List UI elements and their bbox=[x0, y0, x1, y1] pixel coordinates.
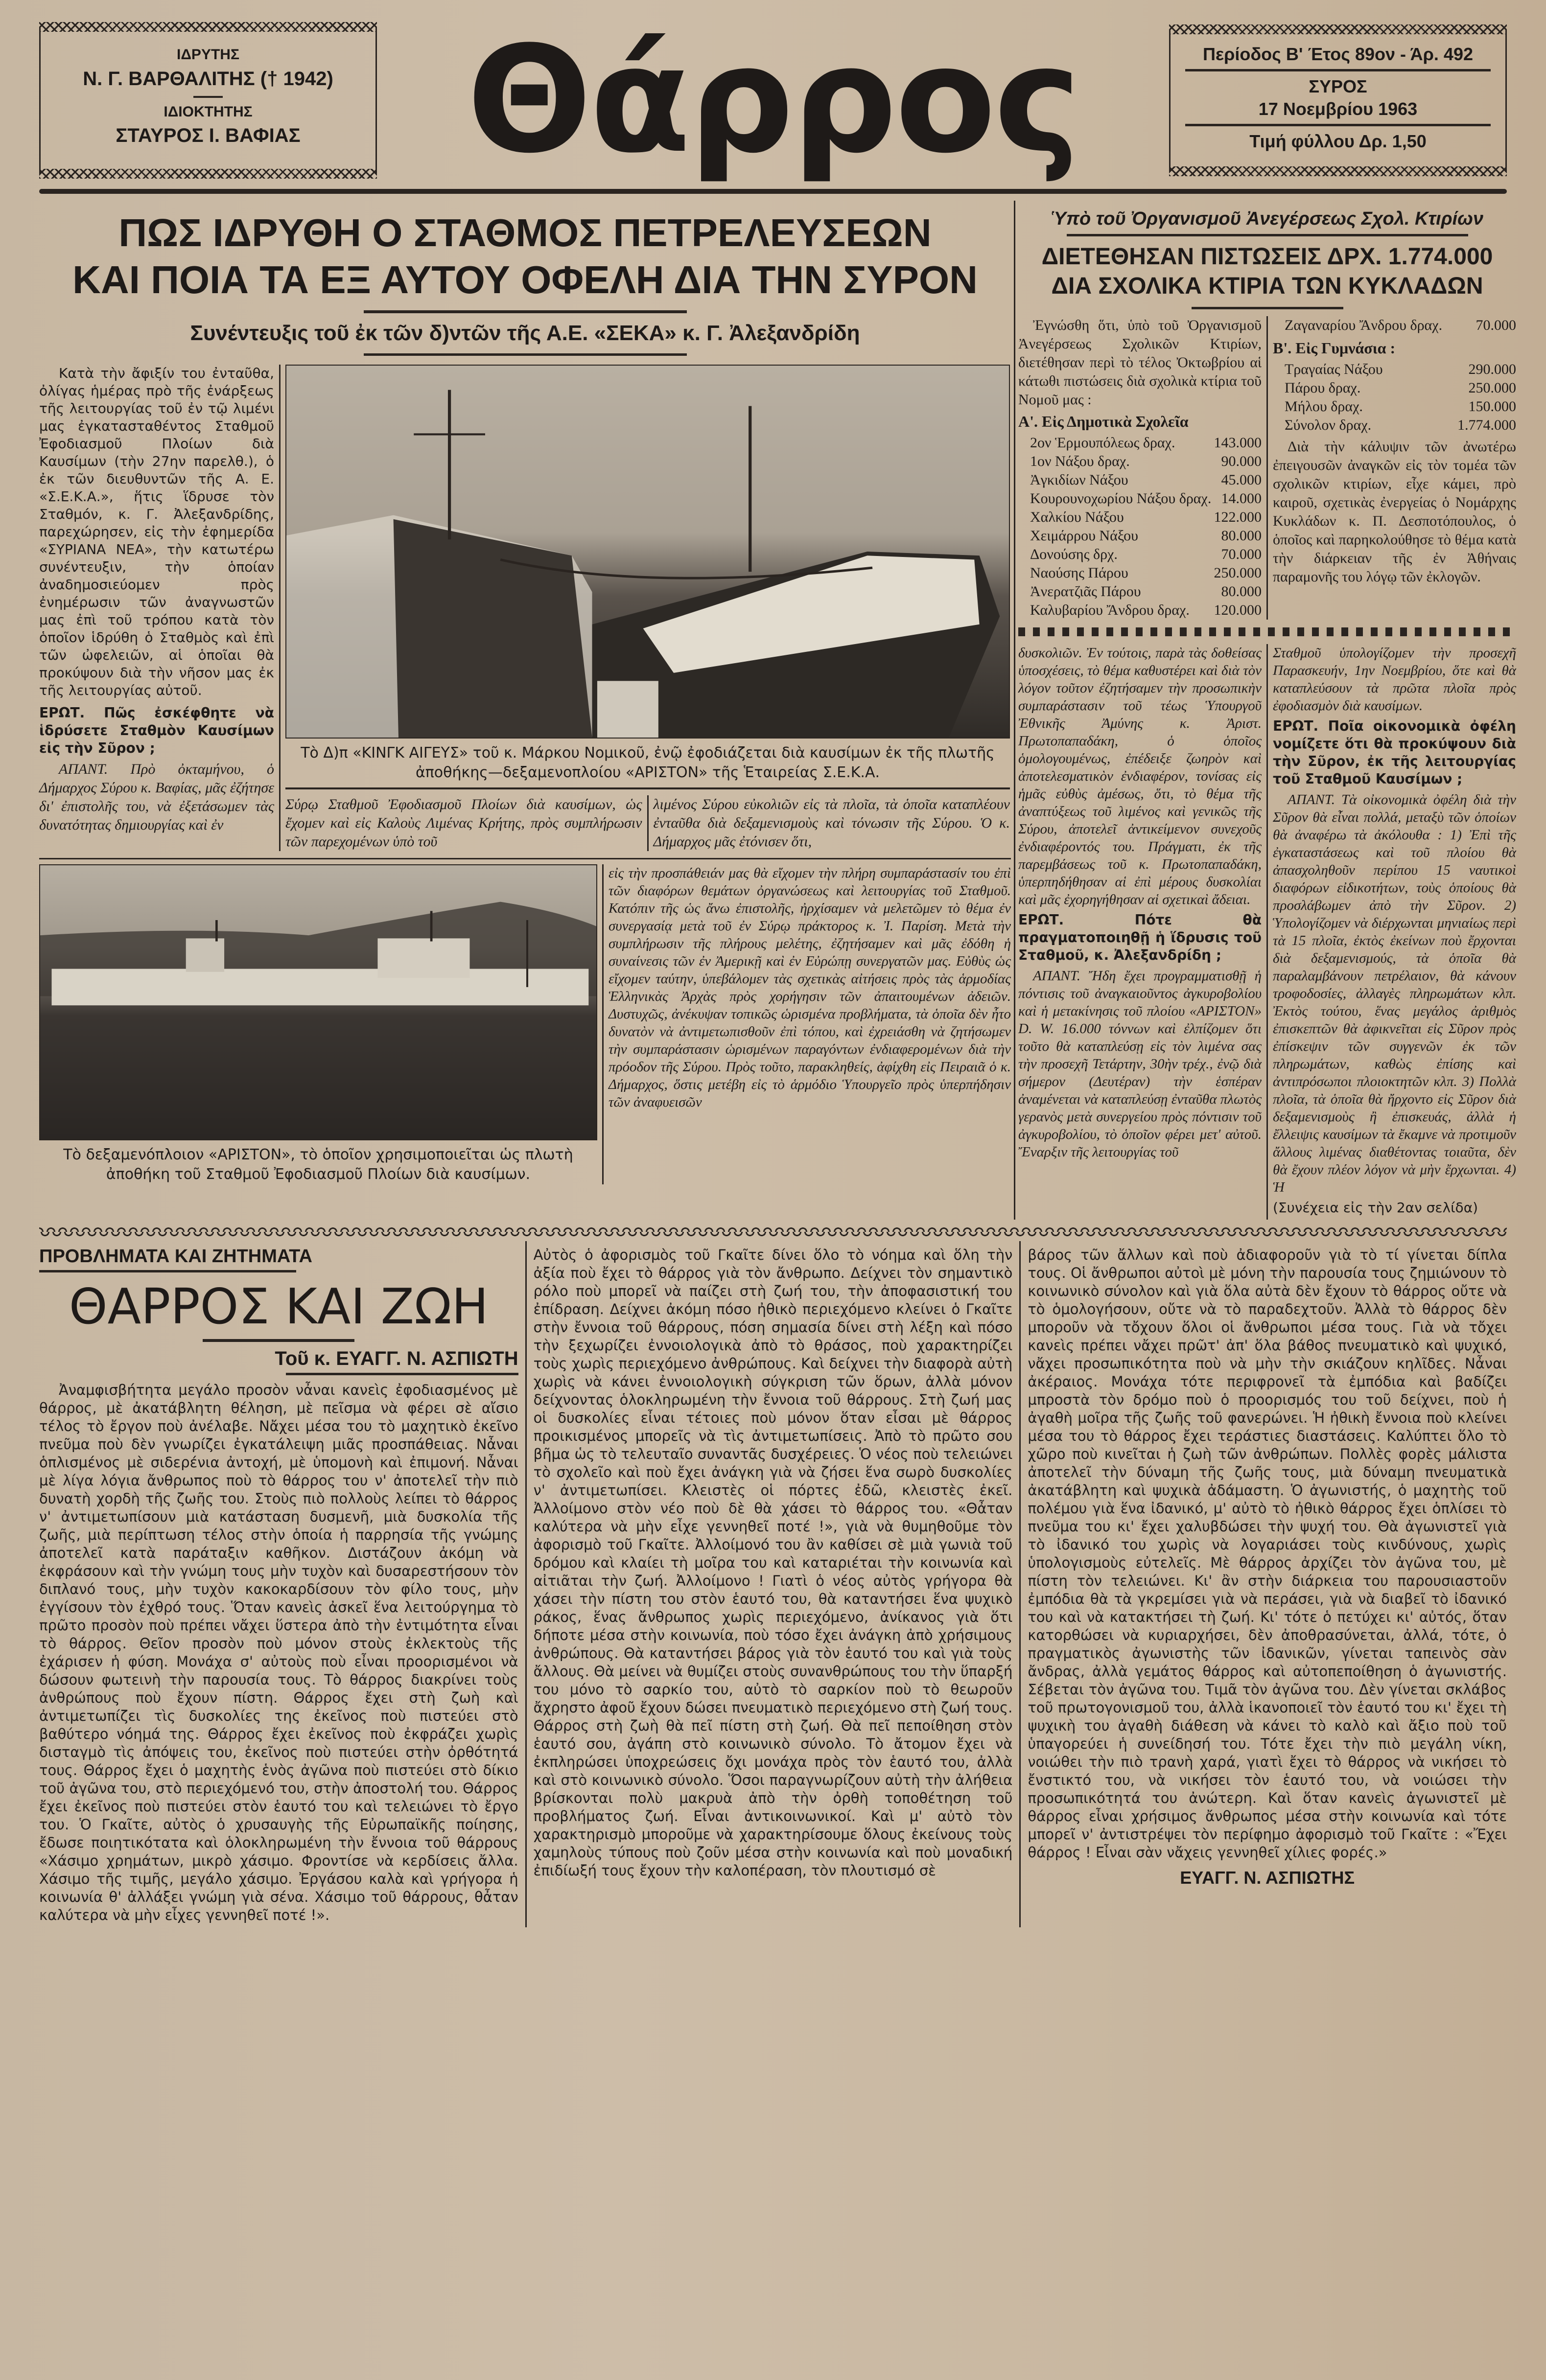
answer-1-part-2: Σύρῳ Σταθμοῦ Ἐφοδιασμοῦ Πλοίων διὰ καυσίμων, ὡς ἔχομεν καὶ εἰς Καλοὺς Λιμένας Κρήτης, πρὸς συμπλήρωσιν τῶν παρεχομένων ὑπὸ τοῦ bbox=[285, 796, 642, 850]
school-intro: Ἐγνώσθη ὅτι, ὑπὸ τοῦ Ὀργανισμοῦ Ἀνεγέρσεως Σχολικῶν Κτιρίων, διετέθησαν περὶ τὸ τέλος Ὀκτωβρίου αἱ κάτωθι πιστώσεις διὰ σχολικὰ κτίρια τοῦ Νομοῦ μας : bbox=[1018, 317, 1262, 408]
allocation-row bbox=[1018, 508, 1262, 527]
column-divider bbox=[602, 864, 604, 1184]
school-columns bbox=[1018, 316, 1516, 620]
school-left-column bbox=[1018, 316, 1262, 620]
school-name: Κουρουνοχωρίου Νάξου δραχ. bbox=[1030, 490, 1212, 507]
divider bbox=[1185, 124, 1491, 126]
opinion-byline: Τοῦ κ. ΕΥΑΓΓ. Ν. ΑΣΠΙΩΤΗ bbox=[275, 1348, 518, 1369]
lead-headline bbox=[39, 209, 1011, 303]
allocation-row bbox=[1273, 316, 1516, 335]
divider bbox=[1185, 69, 1491, 71]
primary-allocations-list bbox=[1018, 434, 1262, 620]
allocation-amount: 70.000 bbox=[1476, 317, 1516, 333]
school-headline-line-2: ΔΙΑ ΣΧΟΛΙΚΑ ΚΤΙΡΙΑ ΤΩΝ ΚΥΚΛΑΔΩΝ bbox=[1051, 273, 1483, 299]
school-name: Χειμάρρου Νάξου bbox=[1030, 528, 1138, 544]
question-2: ΕΡΩΤ. Πότε θὰ πραγματοποιηθῇ ἡ ἵδρυσις τοῦ Σταθμοῦ, κ. Ἀλεξανδρίδη ; bbox=[1018, 912, 1262, 963]
allocation-amount: 290.000 bbox=[1468, 361, 1516, 377]
question-1: ΕΡΩΤ. Πῶς ἐσκέφθητε νὰ ἱδρύσετε Σταθμὸν Καυσίμων εἰς τὴν Σῦρον ; bbox=[39, 705, 274, 756]
wavy-separator bbox=[39, 1227, 1507, 1236]
lead-subhead: Συνέντευξις τοῦ ἐκ τῶν δ)ντῶν τῆς Α.Ε. «ΣΕΚΑ» κ. Γ. Ἀλεξανδρίδη bbox=[190, 321, 860, 345]
allocation-row bbox=[1018, 527, 1262, 545]
allocation-amount: 80.000 bbox=[1221, 583, 1262, 600]
school-headline bbox=[1018, 242, 1516, 301]
allocation-amount: 70.000 bbox=[1221, 546, 1262, 562]
opinion-column-2 bbox=[534, 1246, 1013, 1927]
school-name: Καλυβαρίου Ἄνδρου δραχ. bbox=[1030, 602, 1190, 618]
allocation-row bbox=[1018, 434, 1262, 452]
issue-line: Περίοδος Β' Έτος 89ον - Άρ. 492 bbox=[1203, 44, 1473, 64]
answer-3: ΑΠΑΝΤ. Τὰ οἰκονομικὰ ὀφέλη διὰ τὴν Σῦρον θὰ εἶναι πολλά, μεταξὺ τῶν ὁποίων θὰ ἀναφέρω τὰ ἀκόλουθα : 1) Ἐπὶ τῆς ἐγκαταστάσεως καὶ τοῦ πλοίου θὰ ἀπασχοληθοῦν περίπου 15 ναυτικοὶ διαφόρων εἰδικοτήτων, τοὺς ὁποίους θὰ προσλάβωμεν ἀπὸ τὴν Σῦρον. 2) Ὑπολογίζομεν νὰ διέρχωνται μηνιαίως περὶ τὰ 15 πλοῖα, ἐκτὸς ἐκείνων ποὺ ἔρχονται διὰ δεξαμενισμούς, τὰ ὁποῖα θὰ παραλαμβάνουν πετρέλαιον, θὰ κάνουν τροφοδοσίες, ἀλλαγὲς πληρωμάτων κλπ. Ἐκτὸς τούτου, ἕνας μεγάλος ἀριθμὸς ἐπισκεπτῶν θὰ ἀφικνεῖται εἰς Σῦρον πρὸς ἐπίσκεψιν τῶν συγγενῶν ἐκ τῶν πληρωμάτων, καθὼς ἐπίσης καὶ ἀντιπρόσωποι πλοιοκτητῶν κλπ. 3) Πολλὰ πλοῖα, τὰ ὁποῖα θὰ ἤρχοντο εἰς Σῦρον διὰ δεξαμενισμοὺς ἢ ἐπισκευάς, ἀλλὰ ἡ ἔλλειψις καυσίμων τὰ ἔκαμνε νὰ προτιμοῦν ἄλλους λιμένας διαθέτοντας τοιαῦτα, δὲν θὰ ἔχουν πλέον λόγον νὰ μὴν ἔρχωνται. 4) Ἡ bbox=[1273, 792, 1516, 1195]
subhead-rule bbox=[364, 353, 687, 356]
lead-photo-area bbox=[285, 365, 1010, 851]
section-a-heading: Α'. Εἰς Δημοτικὰ Σχολεῖα bbox=[1018, 413, 1189, 430]
lead-headline-line-1: ΠΩΣ ΙΔΡΥΘΗ Ο ΣΤΑΘΜΟΣ ΠΕΤΡΕΛΕΥΣΕΩΝ bbox=[118, 211, 932, 254]
allocation-amount: 250.000 bbox=[1214, 565, 1262, 581]
newspaper-title: Θάρρος bbox=[467, 15, 1079, 185]
photo-tanker-ariston bbox=[39, 864, 597, 1140]
school-name: Ζαγαναρίου Ἄνδρου δραχ. bbox=[1285, 317, 1443, 333]
school-right-column bbox=[1273, 316, 1516, 620]
gymnasium-allocations-list bbox=[1273, 360, 1516, 416]
school-name: 1ον Νάξου δραχ. bbox=[1030, 453, 1130, 469]
allocation-row bbox=[1018, 471, 1262, 489]
allocation-row bbox=[1273, 360, 1516, 379]
section-b-heading: Β'. Εἰς Γυμνάσια : bbox=[1273, 339, 1396, 357]
question-3: ΕΡΩΤ. Ποῖα οἰκονομικὰ ὀφέλη νομίζετε ὅτι θὰ προκύψουν διὰ τὴν Σῦρον, ἐκ τῆς λειτουργίας τοῦ Σταθμοῦ Καυσίμων ; bbox=[1273, 718, 1516, 787]
column-divider bbox=[1019, 1241, 1021, 1927]
answer-1-part-3: λιμένος Σύρου εὐκολιῶν εἰς τὰ πλοῖα, τὰ ὁποῖα καταπλέουν ἐνταῦθα διὰ δεξαμενισμοὺς καὶ τόνωσιν τῆς Σύρου. Ὁ κ. Δήμαρχος μᾶς ἐτόνισεν ὅτι, bbox=[653, 796, 1010, 850]
title-rule bbox=[203, 1339, 354, 1342]
allocation-amount: 150.000 bbox=[1468, 398, 1516, 415]
masthead-rule bbox=[39, 189, 1507, 194]
school-name: Χαλκίου Νάξου bbox=[1030, 509, 1124, 525]
school-name: Μήλου δραχ. bbox=[1285, 398, 1363, 415]
column-divider bbox=[647, 795, 649, 851]
column-divider bbox=[1266, 316, 1268, 620]
allocation-amount: 90.000 bbox=[1221, 453, 1262, 469]
lead-continuation bbox=[1018, 644, 1516, 1220]
column-divider bbox=[525, 1241, 527, 1927]
zigzag-border bbox=[39, 22, 377, 32]
issue-box bbox=[1169, 29, 1507, 171]
answer-1-part-4: εἰς τὴν προσπάθειάν μας θὰ εἴχομεν τὴν πλήρη συμπαράστασίν του ἐπὶ τῶν διαφόρων θεμάτων ὀργανώσεως καὶ λειτουργίας τοῦ Σταθμοῦ. Κατόπιν τῆς ὡς ἄνω ἐπιστολῆς, ἠρχίσαμεν νὰ μελετῶμεν τὸ θέμα ἐν συνεργασίᾳ μετὰ τοῦ ἐν Σύρῳ πράκτορος κ. Ἰ. Παρίση. Μετὰ τὴν συμπλήρωσιν τῆς πλήρους μελέτης, ἐζητήσαμεν καὶ μᾶς ἐδόθη ἡ συναίνεσις τῶν ἐν Ἀμερικῇ καὶ ἐν Εὐρώπῃ συνεργατῶν μας. Εὐθὺς ὡς εἴχομεν ταύτην, ὑπεβάλομεν τὰς σχετικὰς αἰτήσεις πρὸς τὰς ἁρμοδίας Ἑλληνικὰς Ἀρχὰς πρὸς χορήγησιν τῶν ἀπαιτουμένων ἀδειῶν. Δυστυχῶς, ἀνέκυψαν τοπικῶς ὡρισμένα προβλήματα, τὰ ὁποῖα δὲν ἦτο δυνατὸν νὰ ἀντιμετωπισθοῦν ἐπὶ τόπου, καὶ ἐχρειάσθη νὰ ζητήσωμεν τὴν συμπαράστασιν ὡρισμένων παραγόντων ἐνδιαφερομένων διὰ τὴν πρόοδον τῆς Σύρου. Πρὸς τοῦτο, παρακληθείς, ἀφίχθη εἰς Πειραιᾶ ὁ κ. Δήμαρχος, ὅστις μετέβη εἰς τὸ ἁρμόδιο Ὑπουργεῖο πρὸς ὑπερπήδησιν τῶν ἀναφυεισῶν bbox=[609, 865, 1011, 1110]
photo-2-caption: Τὸ δεξαμενόπλοιον «ΑΡΙΣΤΟΝ», τὸ ὁποῖον χρησιμοποιεῖται ὡς πλωτὴ ἀποθήκη τοῦ Σταθμοῦ Ἐφοδιασμοῦ Πλοίων διὰ καυσίμων. bbox=[63, 1146, 573, 1183]
opinion-text: Αὐτὸς ὁ ἀφορισμὸς τοῦ Γκαῖτε δίνει ὅλο τὸ νόημα καὶ ὅλη τὴν ἀξία ποὺ ἔχει τὸ θάρρος γιὰ τὸν ἄνθρωπο. Δείχνει τὸν σημαντικὸ ρόλο ποὺ μπορεῖ νὰ παίζει στὴ ζωή του, τὴν ἀποφασιστική του ἐπίδραση. Δείχνει ἀκόμη πόσο ἠθικὸ περιεχόμενο κλείνει ὁ Γκαῖτε στὴν ἔννοια τοῦ θάρρους, πόση σημασία δίνει στὴ λέξη καὶ πόσο τὴν ξεχωρίζει ἐννοιολογικὰ ἀπὸ τὸ θράσος, ποὺ χαρακτηρίζει τοὺς χωρὶς περιεχόμενο ἀνθρώπους. Καὶ δείχνει τὴν διαφορὰ αὐτὴ χωρὶς νὰ κάνει ἐννοιολογικὴ σύγκριση τῶν ὅρων, ἀλλὰ μόνον δείχνοντας ὁλοκληρωμένη τὴν ἔννοια τοῦ θάρρους. Στὴ ζωή μας οἱ δυσκολίες εἶναι τέτοιες ποὺ μόνον ὅταν εἶσαι μὲ θάρρος προικισμένος μπορεῖς νὰ τὶς ἀντιμετωπίσεις. Ἀπὸ τὸ πρῶτο σου βῆμα ὡς τὸ τελευταῖο συναντᾶς δυσχέρειες. Ὁ νέος ποὺ τελειώνει τὸ σχολεῖο καὶ ποὺ ἔχει ἀνάγκη γιὰ νὰ ζήσει ἕνα σωρὸ δυσκολίες ν' ἀντιμετωπίσει. Κλειστὲς οἱ πόρτες ἐδῶ, κλειστὲς ἐκεῖ. Ἀλλοίμονο στὸν νέο ποὺ δὲ θὰ χάσει τὸ θάρρος του. «Θἆταν καλύτερα νὰ μὴν εἶχε γεννηθεῖ ποτέ !», γιὰ νὰ θυμηθοῦμε τὸν ἀφορισμὸ τοῦ Γκαῖτε. Ἀλλοίμονό του ἂν καθίσει σὲ μιὰ γωνιὰ τοῦ δρόμου καὶ κλαίει τὴ μοῖρα του καὶ καταριέται τὴν κοινωνία καὶ αἰτιᾶται τὴν ζωή. Ἀλλοίμονο ! Γιατὶ ὁ νέος αὐτὸς γρήγορα θὰ χάσει τὴν πίστη του στὸν ἑαυτό του, θὰ καταντήσει ἕνα ψυχικὸ ράκος, ἕνας ἄνθρωπος χωρὶς περιεχόμενο, ἀνίκανος γιὰ ὅτι δήποτε μέσα στὴν κοινωνία, ποὺ τόσο ἔχει ἀνάγκη ἀπὸ χρήσιμους ἀνθρώπους. Θὰ καταντήσει βάρος γιὰ τὸν ἑαυτό του καὶ γιὰ τοὺς ἄλλους. Θὰ μείνει νὰ θυμίζει στοὺς συνανθρώπους του τὴν ὕπαρξή του μόνο τὸ σαρκίο του, αὐτὸ τὸ σαρκίον ποὺ τὸ θεωροῦν ἄχρηστο ἀφοῦ ἔχουν δώσει πνευματικὸ περιεχόμενο στὴ ζωή τους. Θάρρος στὴ ζωὴ θὰ πεῖ πίστη στὴ ζωή. Θὰ πεῖ πεποίθηση στὸν ἑαυτό σου, ἀγάπη στὸ κοινωνικὸ σύνολο. Τὸ ἄτομον ἔχει νὰ ἐκπληρώσει ὑποχρεώσεις ὄχι μονάχα πρὸς τὸν ἑαυτό του, ἀλλὰ καὶ στὸ κοινωνικὸ σύνολο. Ὅσοι παραγνωρίζουν αὐτὴ τὴν ἀλήθεια βρίσκονται πολὺ μακρυὰ ἀπὸ τὴν ὀρθὴ τοποθέτηση τοῦ προβλήματος ζωή. Εἶναι ἀντικοινωνικοί. Καὶ μ' αὐτὸ τὸν χαρακτηρισμὸ μποροῦμε νὰ χαρακτηρίσουμε ὅλους ἐκείνους τοὺς χαμηλοὺς τύπους ποὺ ζοῦν μέσα στὴν κοινωνία καὶ ποὺ μοναδική ἐπιδίωξή τους ἔχουν τὴν καλοπέραση, τὸν πλουτισμό σὲ bbox=[533, 1247, 1013, 1879]
allocation-amount: 120.000 bbox=[1214, 602, 1262, 618]
zigzag-border bbox=[1169, 166, 1507, 176]
school-name: Ἀνερατζιᾶς Πάρου bbox=[1030, 583, 1141, 600]
author-signature: ΕΥΑΓΓ. Ν. ΑΣΠΙΩΤΗΣ bbox=[1180, 1868, 1355, 1888]
ship-illustration bbox=[286, 366, 1009, 738]
column-divider bbox=[1266, 644, 1268, 1220]
lead-continuation-column-1 bbox=[1018, 644, 1262, 1220]
allocation-amount: 122.000 bbox=[1214, 509, 1262, 525]
section-rule bbox=[39, 858, 1011, 859]
issue-date: 17 Νοεμβρίου 1963 bbox=[1258, 98, 1418, 119]
lead-headline-line-2: ΚΑΙ ΠΟΙΑ ΤΑ ΕΞ ΑΥΤΟΥ ΟΦΕΛΗ ΔΙΑ ΤΗΝ ΣΥΡΟΝ bbox=[72, 258, 978, 301]
opinion-column-1-wrap bbox=[39, 1241, 518, 1927]
school-kicker: Ὑπὸ τοῦ Ὀργανισμοῦ Ἀνεγέρσεως Σχολ. Κτιρίων bbox=[1051, 208, 1483, 229]
opinion-column-1 bbox=[39, 1381, 518, 1924]
school-name: Δονούσης δρχ. bbox=[1030, 546, 1118, 562]
allocation-amount: 14.000 bbox=[1221, 490, 1262, 507]
allocation-row bbox=[1273, 379, 1516, 397]
caption-rule bbox=[285, 787, 1010, 789]
continuation-text: δυσκολιῶν. Ἐν τούτοις, παρὰ τὰς δοθείσας ὑποσχέσεις, τὸ θέμα καθυστέρει καὶ διὰ τὸν λόγον τοῦτον ἐζητήσαμεν τὴν προσωπικὴν συμπαράστασιν τοῦ τέως Ὑπουργοῦ Ἐθνικῆς Ἀμύνης κ. Ἀριστ. Πρωτοπαπαδάκη, ὁ ὁποῖος ὁμολογουμένως, ἐπέδειξε ζωηρὸν καὶ ἀποτελεσματικὸν ἐνδιαφέρον, τονίσας εἰς ἡμᾶς εὐθὺς ἀμέσως, ὅτι, τὸ θέμα τῆς ἀναπτύξεως τοῦ λιμένος καὶ γενικῶς τῆς Σύρου, ἀποτελεῖ ἀντικείμενον συνεχοῦς ἐνδιαφέροντός του. Πράγματι, ἐκ τῆς παρεμβάσεως τοῦ κ. Πρωτοπαπαδάκη, ὑπερπηδήθησαν αἱ ἐπὶ μέρους δυσκολίαι καὶ μᾶς ἐχορηγήθησαν αἱ σχετικαὶ ἄδειαι. bbox=[1018, 645, 1262, 907]
dotted-separator bbox=[1018, 627, 1516, 636]
opinion-text: βάρος τῶν ἄλλων καὶ ποὺ ἀδιαφοροῦν γιὰ τὸ τί γίνεται δίπλα τους. Οἱ ἄνθρωποι αὐτοὶ μὲ μόνη τὴν παρουσία τους ζημιώνουν τὸ κοινωνικὸ σύνολον καὶ γιὰ ὅλα αὐτὰ δὲν ἔχουν τὸ θάρρος οὔτε νὰ τὸ ὁμολογήσουν, οὔτε νὰ τὸ παραδεχτοῦν. Ἀλλὰ τὸ θάρρος δὲν μποροῦν νὰ τὄχουν ὅλοι οἱ ἄνθρωποι μέσα τους. Γιὰ νὰ τὄχει κανεὶς πρέπει νἄχει πρῶτ' ἀπ' ὅλα βάθος πνευματικὸ καὶ ψυχικό, νἄχει προσωπικότητα ποὺ νὰ μὴν τὴν σκιάζουν κηλῖδες. Νἆναι ἀκέραιος. Μονάχα τότε περιφρονεῖ τὰ ἐμπόδια καὶ βαδίζει μπροστὰ τὸν δρόμο ποὺ ὁ προορισμός του τοῦ δείχνει, ποὺ ἡ ἀγαθὴ μοῖρα τῆς ζωῆς τοῦ φανερώνει. Ἡ ἠθικὴ ἔννοια ποὺ κλείνει μέσα του τὸ θάρρος ἔχει τεράστιες διαστάσεις. Καλύπτει ὅλο τὸ χῶρο ποὺ κινεῖται ἡ ζωὴ τῶν ἀνθρώπων. Πολλὲς φορὲς μάλιστα ἀποτελεῖ τὴν δύναμη τῆς ζωῆς τους, μιὰ δύναμη πνευματικὰ ἀκατάβλητη καὶ ψυχικὰ ἀδάμαστη. Ὁ ἀγωνιστής, ὁ μαχητὴς τοῦ πολέμου γιὰ ἕνα ἰδανικό, μ' αὐτὸ τὸ ἠθικὸ θάρρος ἔχει ὁπλίσει τὸ πνεῦμα του κι' ἔχει χαλυβδώσει τὴν ψυχή του. Θὰ ἀγωνιστεῖ γιὰ τὸ ἰδανικό του χωρὶς νὰ λογαριάσει τοὺς κινδύνους, χωρὶς ὑπολογισμοὺς εὐτελεῖς. Μὲ θάρρος ἀρχίζει τὸν ἀγῶνα του, μὲ πίστη τὸν τελειώνει. Κι' ἂν στὴν διάρκεια του παρουσιαστοῦν ἐμπόδια θὰ τὰ γκρεμίσει γιὰ νὰ περάσει, γιὰ νὰ διαβεῖ τὸ ἰδανικό του καὶ νὰ κατακτήσει τὴ ζωή. Κι' τότε ὁ πετύχει κι' αὐτός, ὅταν κατορθώσει νὰ κυριαρχήσει, δὲν ἀποθρασύνεται, ἀλλά, τότε, ὁ πραγματικὸς ἀγωνιστὴς τῶν ἰδανικῶν, γίνεται ταπεινὸς σὰν ἄνδρας, ἀλλὰ γεμάτος θάρρος καὶ αὐτοπεποίθηση ὁ ἀγωνιστής. Σέβεται τὸν ἀγῶνα του. Τιμᾶ τὸν ἀγῶνα του. Δὲν γίνεται σκλάβος τοῦ πρωτογονισμοῦ του, ἀλλὰ ἱκανοποιεῖ τὸν ἑαυτό του κι' ἔχει τὴ ψυχικὴ του ἀγαθὴ διάθεση νὰ κάνει τὸ καλὸ καὶ ἄξιο ποὺ τοῦ ὑπαγορεύει ἡ συνείδησή του. Τότε ἔχει τὴν πιὸ μεγάλη νίκη, νοιώθει τὴν πιὸ τρανὴ χαρά, γιατὶ ἔχει τὸ θάρρος νὰ νικήσει τὸ ἔνστικτό του, νὰ νικήσει τὸν ἑαυτό του, νὰ νοιώσει τὴν προσωπικότητά του ἀνώτερη. Καὶ ὅταν κανεὶς ἀγωνιστεῖ μὲ θάρρος εἶναι χρήσιμος ἄνθρωπος μέσα στὴν κοινωνία καὶ τότε μπορεῖ ν' ἀντιστρέψει τὸν περίφημο ἀφορισμὸ τοῦ Γκαῖτε : «Ἔχει θάρρος ! Εἶναι σὰν νἄχεις γεννηθεῖ χίλιες φορές.» bbox=[1028, 1247, 1507, 1861]
primary-allocations-continued bbox=[1273, 316, 1516, 335]
answer-2: ΑΠΑΝΤ. Ἤδη ἔχει προγραμματισθῇ ἡ πόντισις τοῦ ἀναγκαιοῦντος ἀγκυροβολίου καὶ ἡ μετακίνησις τοῦ πλοίου «ΑΡΙΣΤΟΝ» D. W. 16.000 τόννων καὶ ἐλπίζομεν ὅτι τοῦτο θὰ καταπλεύσῃ εἰς τὸν λιμένα σας τὴν προσεχῆ Τετάρτην, 30ὴν τρέχ., ἐνῷ διὰ σήμερον (Δευτέραν) τὴν ἑσπέραν ἀναμένεται νὰ καταπλεύσῃ ἐνταῦθα πλωτὸς γερανὸς μετὰ συνεργείου πρὸς πόντισιν τοῦ ἀγκυροβολίου, τὸ ὁποῖον φέρει μετ' αὐτοῦ. Ἔναρξιν τῆς λειτουργίας τοῦ bbox=[1018, 968, 1262, 1160]
lead-upper-grid bbox=[39, 365, 1011, 851]
lead-photo-2-area bbox=[39, 864, 597, 1184]
opinion-text: Ἀναμφισβήτητα μεγάλο προσὸν νἆναι κανεὶς ἐφοδιασμένος μὲ θάρρος, μὲ ἀκατάβλητη θέληση, μὲ πεῖσμα νὰ φέρει σὲ αἴσιο τέλος τὸ ἔργον ποὺ ἀνέλαβε. Νἄχει μέσα του τὸ μαχητικὸ ἐκεῖνο πνεῦμα ποὺ δὲν γνωρίζει ἐγκατάλειψη μιᾶς προσπάθειας. Νἆναι ὁπλισμένος μὲ σιδερένια ἀντοχή, μὲ ὑπομονὴ καὶ ἐπιμονή. Νἆναι μὲ λίγα λόγια ἄνθρωπος ποὺ τὸ θάρρος του ν' ἀποτελεῖ τὴν πιὸ δυνατὴ χορδὴ τῆς ζωῆς του. Στοὺς πιὸ πολλοὺς λείπει τὸ θάρρος ν' ἀντιμετωπίσουν μιὰ κατάσταση δυσμενῆ, μιὰ δυσκολία τῆς ζωῆς, μιὰ περίπτωση τέλος στὴν ὁποία ἡ παρρησία τῆς γνώμης ἀποτελεῖ κατὰ παράταξιν καθῆκον. Διστάζουν ἀκόμη νὰ ἐκφράσουν καὶ τὴν γνώμη τους μὴν τυχὸν καὶ δυσαρεστήσουν τὸν διπλανό τους, μὴν τυχὸν κακοκαρδίσουν τὸν φίλο τους, μὴν ἐγγίσουν τὸν ἐχθρό τους. Ὅταν κανεὶς ἀσκεῖ ἕνα λειτούργημα τὸ πρῶτο προσὸν ποὺ πρέπει νἄχει ὕστερα ἀπὸ τὴν ἐντιμότητα εἶναι τὸ θάρρος. Θεῖον προσὸν ποὺ μόνον στοὺς ἐκλεκτοὺς τῆς ἐχάρισεν ἡ φύση. Μονάχα σ' αὐτοὺς ποὺ εἶναι προορισμένοι νὰ δώσουν φωτεινὴ τὴν παρουσία τους. Τὸ θάρρος διακρίνει τοὺς ἀνθρώπους ποὺ ἔχουν πίστη. Θάρρος ἔχει στὴ ζωὴ καὶ ἀντιμετωπίζει τὶς δυσκολίες της ἐκεῖνος ποὺ πιστεύει στὸ βαθύτερο νόημά της. Θάρρος ἔχει ἐκεῖνος ποὺ ἐκφράζει χωρὶς δισταγμὸ τὶς ἀπόψεις του, ἐκεῖνος ποὺ πιστεύει στὴν ὀρθότητά τους. Θάρρος ἔχει ὁ μαχητὴς ἑνὸς ἀγῶνα ποὺ πιστεύει στὸ δίκιο τοῦ ἀγῶνα του, στὸ περιεχόμενό του, στὴν ἀποστολή του. Θάρρος ἔχει ἐκεῖνος ποὺ πιστεύει στὸν ἑαυτό του καὶ τελειώνει τὸ ἔργο του. Ὁ Γκαῖτε, αὐτὸς ὁ χρυσαυγὴς τῆς Εὐρωπαϊκῆς ποίησης, ἔδωσε ποιητικότατα καὶ ὁλοκληρωμένη τὴν ἔννοια τοῦ θάρρους «Χάσιμο χρημάτων, μικρὸ χάσιμο. Φροντίσε νὰ κερδίσεις ἄλλα. Χάσιμο τῆς τιμῆς, μεγάλο χάσιμο. Ἐργάσου καλὰ καὶ γρήγορα ἡ κοινωνία θ' ἀλλάξει γνώμη γιὰ σένα. Χάσιμο τοῦ θάρρους, θἆταν καλύτερα νὰ μὴν εἶχες γεννηθεῖ ποτέ !». bbox=[39, 1382, 518, 1923]
allocation-row bbox=[1018, 545, 1262, 564]
zigzag-border bbox=[1169, 24, 1507, 34]
allocation-row bbox=[1018, 582, 1262, 601]
continued-notice[interactable]: (Συνέχεια εἰς τὴν 2αν σελίδα) bbox=[1273, 1200, 1478, 1216]
allocation-row bbox=[1018, 452, 1262, 471]
school-name: Ναούσης Πάρου bbox=[1030, 565, 1128, 581]
school-name: Ἀγκιδίων Νάξου bbox=[1030, 472, 1128, 488]
lead-article bbox=[39, 201, 1011, 1220]
answer-1-part-1: ΑΠΑΝΤ. Πρὸ ὀκταμήνου, ὁ Δήμαρχος Σύρου κ. Βαφίας, μᾶς ἐζήτησε δι' ἐπιστολῆς του, νὰ ἐξετάσωμεν τὰς δυνατότητας δημιουργίας καὶ ἐν bbox=[39, 761, 274, 833]
school-name: Πάρου δραχ. bbox=[1285, 380, 1361, 396]
continuation-text: Σταθμοῦ ὑπολογίζομεν τὴν προσεχῆ Παρασκευήν, 1ην Νοεμβρίου, ὅτε καὶ θὰ καταπλεύσουν τὰ πρῶτα πλοῖα πρὸς ἐφοδιασμὸν διὰ καυσίμων. bbox=[1273, 645, 1516, 714]
allocation-row bbox=[1018, 489, 1262, 508]
allocation-row bbox=[1018, 564, 1262, 582]
allocation-row bbox=[1273, 397, 1516, 416]
photo-1-caption: Τὸ Δ)π «ΚΙΝΓΚ ΑΙΓΕΥΣ» τοῦ κ. Μάρκου Νομικοῦ, ἐνῷ ἐφοδιάζεται διὰ καυσίμων ἐκ τῆς πλωτῆς ἀποθήκης—δεξαμενοπλοίου «ΑΡΙΣΤΟΝ» τῆς Ἑταιρείας Σ.Ε.Κ.Α. bbox=[301, 744, 995, 781]
photo-tankers-docked bbox=[285, 365, 1010, 739]
owner-name: ΣΤΑΥΡΟΣ Ι. ΒΑΦΙΑΣ bbox=[116, 125, 301, 146]
opinion-column-3 bbox=[1028, 1246, 1507, 1862]
opinion-column-3-wrap bbox=[1028, 1246, 1507, 1927]
top-section bbox=[39, 201, 1516, 1220]
column-divider bbox=[279, 365, 281, 851]
school-closing: Διὰ τὴν κάλυψιν τῶν ἀνωτέρω ἐπειγουσῶν ἀναγκῶν εἰς τὸν τομέα τῶν σχολικῶν κτιρίων, εἶχε κάμει, πρὸ καιροῦ, σχετικὰς ἐνεργείας ὁ Νομάρχης Κυκλάδων κ. Π. Δεσποτόπουλος, ὁ ὁποῖος καὶ παρηκολούθησε τὸ θέμα κατὰ τὴν διάρκειαν τῆς ἐν Ἀθήναις παραμονῆς του λόγῳ τῶν ἐκλογῶν. bbox=[1273, 439, 1516, 585]
allocation-amount: 80.000 bbox=[1221, 528, 1262, 544]
price: Τιμή φύλλου Δρ. 1,50 bbox=[1249, 131, 1427, 152]
total-label: Σύνολον δραχ. bbox=[1285, 417, 1372, 433]
right-column bbox=[1018, 201, 1516, 1220]
lead-intro bbox=[39, 365, 274, 851]
section-label: ΠΡΟΒΛΗΜΑΤΑ ΚΑΙ ΖΗΤΗΜΑΤΑ bbox=[39, 1246, 312, 1267]
allocation-amount: 250.000 bbox=[1468, 380, 1516, 396]
headline-rule bbox=[1192, 307, 1343, 309]
lead-lower-grid bbox=[39, 864, 1011, 1184]
lead-continuation-column-2 bbox=[1273, 644, 1516, 1220]
school-name: Τραγαίας Νάξου bbox=[1285, 361, 1383, 377]
zigzag-border bbox=[39, 169, 377, 179]
total-row bbox=[1273, 416, 1516, 435]
allocation-amount: 45.000 bbox=[1221, 472, 1262, 488]
byline-rule bbox=[286, 1373, 518, 1375]
section-rule bbox=[39, 1270, 296, 1272]
lead-intro-text: Κατὰ τὴν ἄφιξίν του ἐνταῦθα, ὀλίγας ἡμέρας πρὸ τῆς ἐνάρξεως τῆς λειτουργίας τοῦ ἐν τῷ λιμένι μας ἐγκατασταθέντος Σταθμοῦ Ἐφοδιασμοῦ Πλοίων διὰ Καυσίμων (τὴν 27ην παρελθ.), ὁ ἐκ τῶν διευθυντῶν τῆς Α. Ε. «Σ.Ε.Κ.Α.», ἥτις ἵδρυσε τὸν Σταθμόν, κ. Γ. Ἀλεξανδρίδης, παρεχώρησεν, εἰς τὴν ἐφημερίδα «ΣΥΡΙΑΝΑ ΝΕΑ», τὴν κατωτέρω συνέντευξιν, τὴν ὁποίαν ἀναδημοσιεύομεν πρὸς ἐνημέρωσιν τῶν ἀναγνωστῶν μας ἐπὶ τοῦ τρόπου κατὰ τὸν ὁποῖον ἱδρύθη ὁ Σταθμὸς καὶ ἐπὶ τῶν ὠφελειῶν, αἱ ὁποῖαι θὰ προκύψουν διὰ τὴν νῆσον μας ἐκ τῆς λειτουργίας αὐτοῦ. bbox=[39, 365, 274, 698]
founder-box bbox=[39, 27, 377, 174]
divider bbox=[193, 96, 223, 98]
school-headline-line-1: ΔΙΕΤΕΘΗΣΑΝ ΠΙΣΤΩΣΕΙΣ ΔΡΧ. 1.774.000 bbox=[1041, 244, 1493, 270]
place: ΣΥΡΟΣ bbox=[1309, 76, 1367, 97]
owner-label: ΙΔΙΟΚΤΗΤΗΣ bbox=[164, 103, 253, 120]
ship-illustration bbox=[40, 865, 596, 1139]
allocation-amount: 143.000 bbox=[1214, 435, 1262, 451]
founder-label: ΙΔΡΥΤΗΣ bbox=[177, 46, 239, 63]
column-divider bbox=[1014, 201, 1015, 1220]
lead-answer-grid bbox=[285, 795, 1010, 851]
school-name: 2ον Ἑρμουπόλεως δραχ. bbox=[1030, 435, 1175, 451]
founder-name: Ν. Γ. ΒΑΡΘΑΛΙΤΗΣ († 1942) bbox=[83, 68, 333, 90]
allocation-row bbox=[1018, 601, 1262, 620]
opinion-title: ΘΑΡΡΟΣ ΚΑΙ ΖΩΗ bbox=[69, 1278, 489, 1335]
total-amount: 1.774.000 bbox=[1457, 417, 1516, 433]
headline-rule bbox=[364, 310, 687, 313]
kicker-rule bbox=[1067, 234, 1468, 236]
masthead bbox=[39, 15, 1507, 185]
opinion-article bbox=[39, 1241, 1507, 1927]
